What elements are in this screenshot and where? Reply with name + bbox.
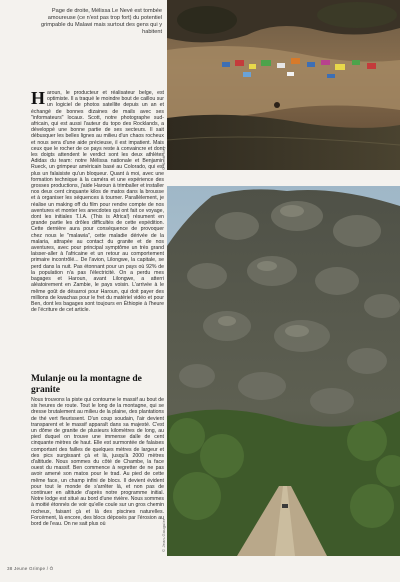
camp-photo-illustration [167, 0, 400, 170]
photo-caption: Page de droite, Mélissa Le Nevé est tombée amoureuse (ce n'est pas trop fort) du potentiel grimpable du Malawi mais surtout des gens qui y habitent [41, 8, 162, 35]
top-photo-camp [167, 0, 400, 170]
photo-credit-top: © Scott Noy [161, 146, 166, 170]
section-heading: Mulanje ou la montagne de granite [31, 374, 142, 395]
drop-cap: H [31, 88, 46, 108]
article-text-top: aroun, le producteur et réalisateur belge, est optimiste. Il a traqué le moindre bout de caillou sur un logiciel de photos satellite depuis un an et échangé de bonnes dizaines de mails avec ses "informateurs" locaux. Scott, notre photographe sud-africain, qui est aussi l'auteur du topo des Rocklands, a développé une bonne partie de ses secteurs. Il sait débusquer les belles lignes au milieu d'un chaos rocheux et nous sera d'une aide précieuse, il est impatient. Mais ceux que le rocher de ce pays reste à convaincre et dont les doigts attendent le verdict sont les deux athlètes Adidas du team: notre Mélissa nationale et Benjamin Rueck, un grimpeur américain basé au Colorado, qui est plus un falaisiste qu'un bloqueur. Quant à moi, avec une formation technique à la caméra et une expérience des grosses productions, j'aide Haroun à trimballer et installer nos deux cent cinquante kilos de matos dans la brousse et à organiser les séquences à tourner. Parallèlement, je réalise un making off du film pour rendre compte de nos aventures et monter les anecdotes qui ont fait ce voyage, dont les initiales T.I.A. (This is Africa!) résument en grande partie les drôles difficultés de cette expédition. Cette dernière aura pour conséquence de provoquer chez nous le "malawia", cette maladie dérivée de la malaria, attrapée au contact du granite et de nos aventures, avec pour principal symptôme un très grand laisser-aller à l'africaine et un retour au comportement primaire incontrôlé... De l'avion, Lilongwe, la capitale, se perd dans la nuit. Pas étonnant pour un pays où 92% de la population n'a pas l'électricité. On a perdu mes bagages et Haroun, avant Lilongwe, a atterri aléatoirement en Zambie, le pays voisin. L'arrivée à le même goût de désarroi pour Haroun, qui doit payer des millions de kwachas pour le fret du matériel vidéo et pour Ben, dont les bagages sont toujours en Éthiopie à l'heure de l'écriture de cet article. [31, 90, 164, 314]
article-body-bottom [31, 397, 164, 527]
car [282, 504, 288, 508]
photo-credit-bottom: © Jean-Gauguier [161, 518, 166, 552]
mountain-photo-illustration [167, 186, 400, 556]
bottom-photo-mountain [167, 186, 400, 556]
article-body-top [31, 90, 164, 313]
article-text-bottom: Nous trouvons la piste qui contourne le massif au bout de six heures de route. Tout le long de la montagne, qui se dresse brutalement au milieu de la plaine, des plantations de thé vert fleurissent. D'un coup soudain, l'air devient transparent et le massif apparaît dans sa majesté. C'est un dôme de granite de plusieurs kilomètres de long, au pied duquel on trouve une immense dalle de cent cinquante mètres de haut. Elle est surmontée de falaises comportant des failles de quelques mètres de largeur et des pics surgissant çà et là, jusqu'à 2000 mètres d'altitude. Nous sommes du côté de Chambe, la face ouest du massif. Ben commence à regretter de ne pas avoir amené son matos pour le trad. Au pied de cette même face, un champ infini de blocs. Il devient évident pour tout le monde de s'arrêter là, et non pas de continuer en altitude d'après notre programme initial. Notre lodge est situé au bord d'une rivière. Nous sommes à moitié étonnés de voir qu'elle coule sur un gros chemin rocheux, faisant çà et là des piscines naturelles. Forcément, là encore, des blocs déposés par l'érosion au bord de l'eau. On ne sait plus où [31, 397, 164, 528]
page-footer: 38 Jeune Grimpe / Ô [7, 566, 54, 571]
